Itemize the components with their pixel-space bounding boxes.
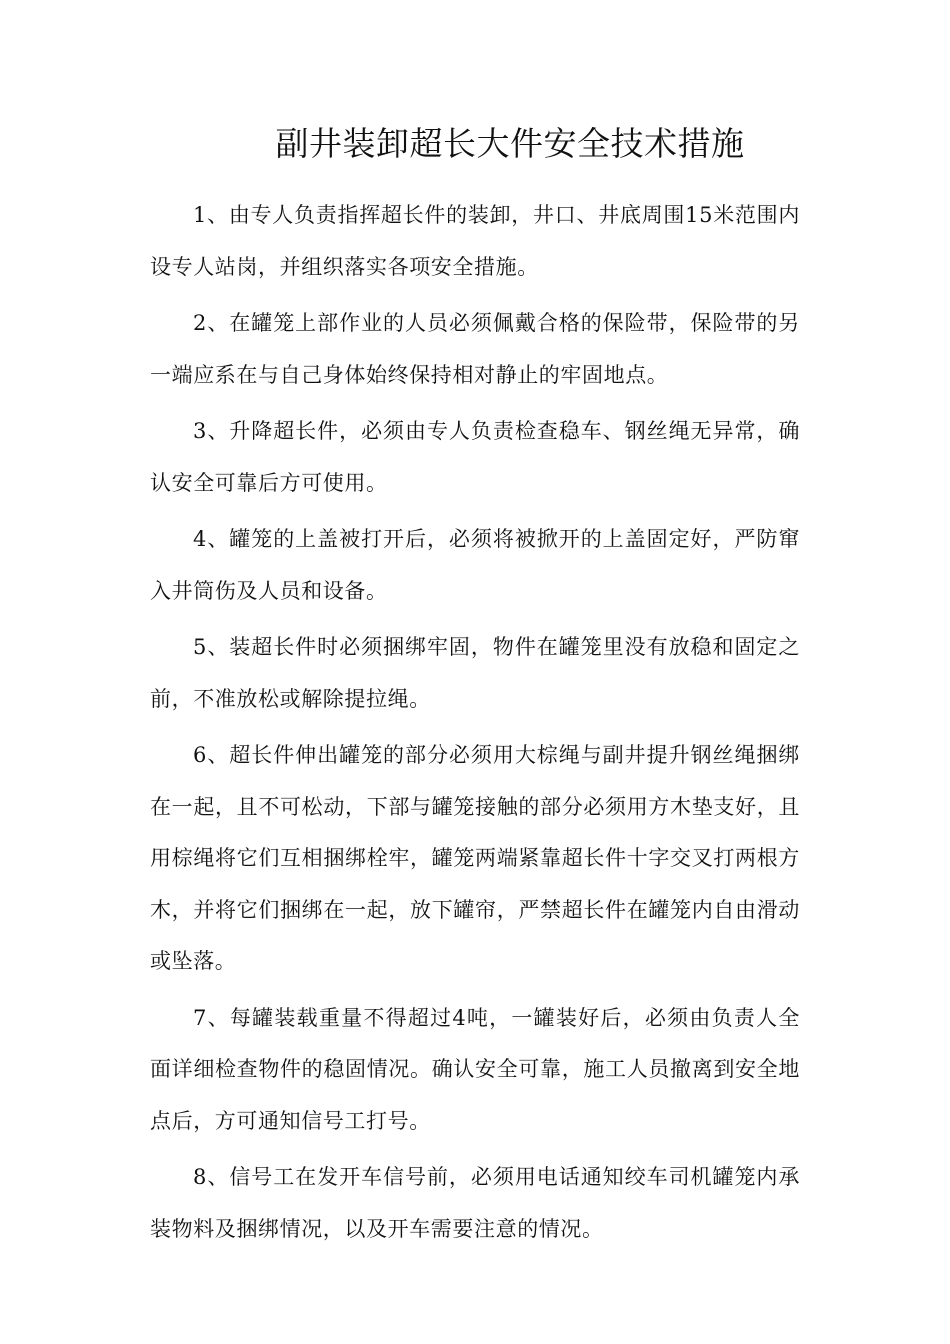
- document-body: [150, 190, 800, 1260]
- paragraph-item-6: 6、超长件伸出罐笼的部分必须用大棕绳与副井提升钢丝绳捆绑在一起，且不可松动，下部与罐笼接触的部分必须用方木垫支好，且用棕绳将它们互相捆绑栓牢，罐笼两端紧靠超长件十字交叉打两根方木，并将它们捆绑在一起，放下罐帘，严禁超长件在罐笼内自由滑动或坠落。: [150, 743, 800, 973]
- paragraph-item-7: 7、每罐装载重量不得超过4吨，一罐装好后，必须由负责人全面详细检查物件的稳固情况。确认安全可靠，施工人员撤离到安全地点后，方可通知信号工打号。: [150, 1005, 800, 1133]
- paragraph-item-1: 1、由专人负责指挥超长件的装卸，井口、井底周围15米范围内设专人站岗，并组织落实各项安全措施。: [150, 203, 800, 279]
- paragraph-item-4: 4、罐笼的上盖被打开后，必须将被掀开的上盖固定好，严防窜入井筒伤及人员和设备。: [150, 527, 800, 603]
- paragraph-item-2: 2、在罐笼上部作业的人员必须佩戴合格的保险带，保险带的另一端应系在与自己身体始终保持相对静止的牢固地点。: [150, 311, 800, 387]
- paragraph-item-5: 5、装超长件时必须捆绑牢固，物件在罐笼里没有放稳和固定之前，不准放松或解除提拉绳。: [150, 635, 800, 711]
- paragraph-item-3: 3、升降超长件，必须由专人负责检查稳车、钢丝绳无异常，确认安全可靠后方可使用。: [150, 419, 800, 495]
- paragraph-item-8: 8、信号工在发开车信号前，必须用电话通知绞车司机罐笼内承装物料及捆绑情况，以及开车需要注意的情况。: [150, 1165, 800, 1241]
- document-title: 副井装卸超长大件安全技术措施: [275, 124, 745, 163]
